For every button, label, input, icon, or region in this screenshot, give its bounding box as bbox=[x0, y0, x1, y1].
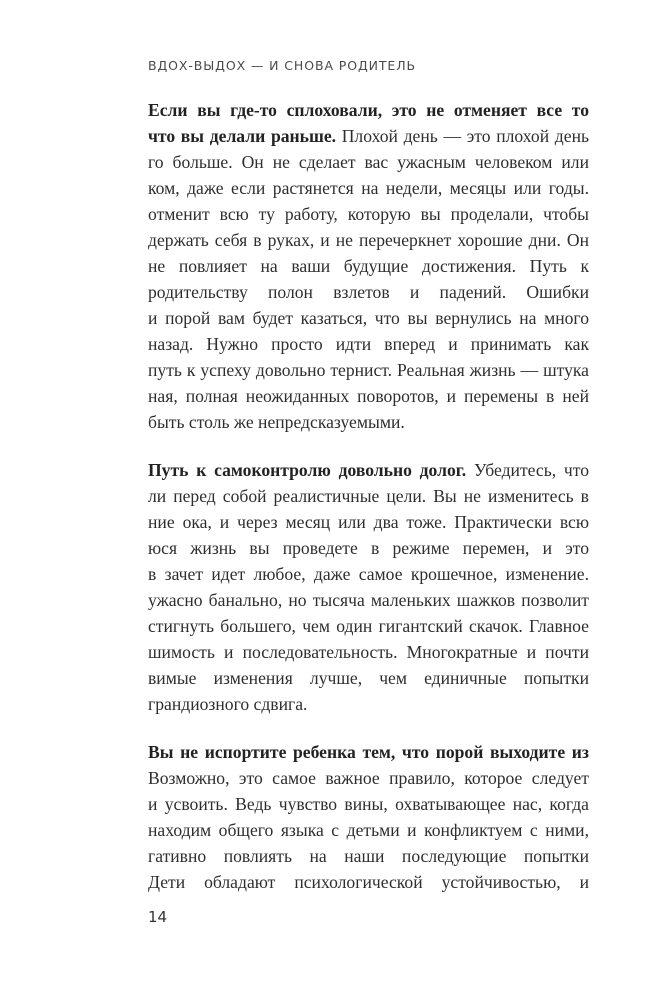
text-line bbox=[148, 869, 589, 895]
body-text: Возможно, это самое важное правило, которое следует bbox=[148, 768, 589, 788]
page-body bbox=[148, 97, 589, 917]
text-line bbox=[148, 765, 589, 791]
text-line bbox=[148, 201, 589, 227]
body-text: в зачет идет любое, даже самое крошечное, изменение. bbox=[148, 564, 589, 584]
body-text: путь к успеху довольно тернист. Реальная жизнь — штука bbox=[148, 360, 589, 380]
body-text: ужасно банально, но тысяча маленьких шажков позволит bbox=[148, 590, 589, 610]
body-text: ние ока, и через месяц или два тоже. Практически всю bbox=[148, 512, 589, 532]
text-line bbox=[148, 305, 589, 331]
text-line bbox=[148, 357, 589, 383]
body-text: назад. Нужно просто идти вперед и принимать как bbox=[148, 334, 589, 354]
text-line bbox=[148, 561, 589, 587]
paragraph bbox=[148, 457, 589, 717]
text-line bbox=[148, 791, 589, 817]
text-line bbox=[148, 331, 589, 357]
body-text: не повлияет на ваши будущие достижения. Путь к bbox=[148, 256, 589, 276]
body-text: Плохой день — это плохой день bbox=[341, 126, 589, 146]
body-text: находим общего языка с детьми и конфликтуем с ними, bbox=[148, 820, 589, 840]
paragraph bbox=[148, 739, 589, 895]
text-line bbox=[148, 587, 589, 613]
paragraph bbox=[148, 97, 589, 435]
bold-lead-in: что вы делали раньше. bbox=[148, 126, 337, 146]
page-number: 14 bbox=[148, 908, 168, 926]
body-text: быть столь же непредсказуемыми. bbox=[148, 412, 405, 432]
body-text: вимые изменения лучше, чем единичные попытки bbox=[148, 668, 589, 688]
text-line bbox=[148, 123, 589, 149]
body-text: держать себя в руках, и не перечеркнет хорошие дни. Он bbox=[148, 230, 589, 250]
text-line bbox=[148, 613, 589, 639]
text-line bbox=[148, 691, 589, 717]
body-text: ли перед собой реалистичные цели. Вы не изменитесь в bbox=[148, 486, 589, 506]
body-text: родительству полон взлетов и падений. Ошибки bbox=[148, 282, 589, 302]
body-text: и усвоить. Ведь чувство вины, охватывающее нас, когда bbox=[148, 794, 589, 814]
text-line bbox=[148, 253, 589, 279]
body-text: шимость и последовательность. Многократные и почти bbox=[148, 642, 589, 662]
body-text: ная, полная неожиданных поворотов, и перемены в ней bbox=[148, 386, 589, 406]
text-line bbox=[148, 739, 589, 765]
body-text: стигнуть большего, чем один гигантский скачок. Главное bbox=[148, 616, 589, 636]
text-line bbox=[148, 383, 589, 409]
body-text: и порой вам будет казаться, что вы вернулись на много bbox=[148, 308, 589, 328]
text-line bbox=[148, 817, 589, 843]
text-line bbox=[148, 227, 589, 253]
text-line bbox=[148, 457, 589, 483]
bold-lead-in: Вы не испортите ребенка тем, что порой выходите из bbox=[148, 742, 589, 762]
body-text: отменит всю ту работу, которую вы проделали, чтобы bbox=[148, 204, 589, 224]
body-text: го больше. Он не сделает вас ужасным человеком или bbox=[148, 152, 589, 172]
text-line bbox=[148, 175, 589, 201]
text-line bbox=[148, 843, 589, 869]
text-line bbox=[148, 279, 589, 305]
body-text: юся жизнь вы проведете в режиме перемен, и это bbox=[148, 538, 589, 558]
bold-lead-in: Если вы где-то сплоховали, это не отменяет все то bbox=[148, 100, 589, 120]
text-line bbox=[148, 97, 589, 123]
body-text: Убедитесь, что bbox=[473, 460, 589, 480]
body-text: Дети обладают психологической устойчивостью, и bbox=[148, 872, 589, 892]
body-text: грандиозного сдвига. bbox=[148, 694, 308, 714]
text-line bbox=[148, 535, 589, 561]
text-line bbox=[148, 665, 589, 691]
text-line bbox=[148, 509, 589, 535]
body-text: гативно повлиять на наши последующие попытки bbox=[148, 846, 589, 866]
running-header: ВДОХ-ВЫДОХ — И СНОВА РОДИТЕЛЬ bbox=[148, 58, 416, 73]
text-line bbox=[148, 409, 589, 435]
text-line bbox=[148, 149, 589, 175]
body-text: ком, даже если растянется на недели, месяцы или годы. bbox=[148, 178, 589, 198]
text-line bbox=[148, 483, 589, 509]
bold-lead-in: Путь к самоконтролю довольно долог. bbox=[148, 460, 467, 480]
text-line bbox=[148, 639, 589, 665]
